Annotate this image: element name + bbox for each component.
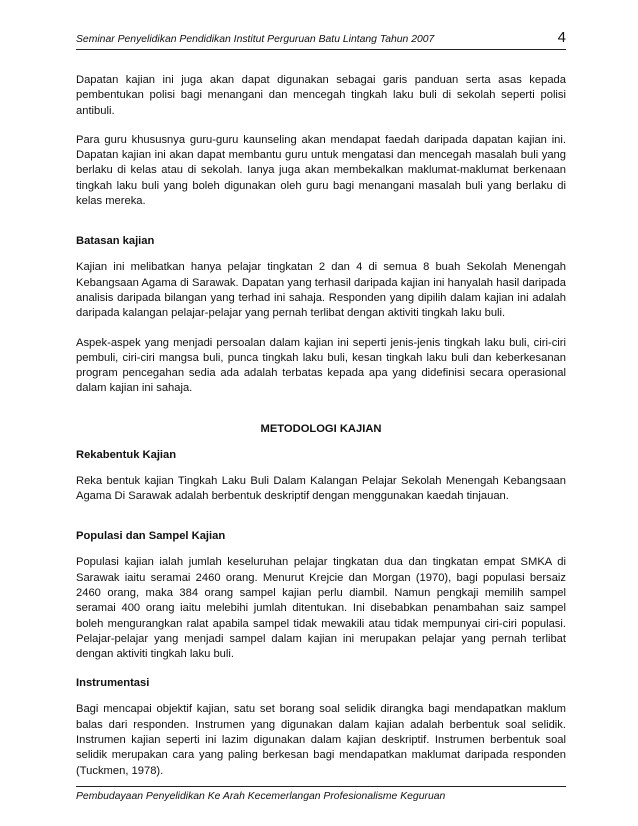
page-number: 4: [557, 29, 566, 46]
page-footer: Pembudayaan Penyelidikan Ke Arah Kecemerlangan Profesionalisme Keguruan: [76, 786, 566, 802]
header-title: Seminar Penyelidikan Pendidikan Institut Perguruan Batu Lintang Tahun 2007: [76, 34, 435, 45]
metodologi-heading: METODOLOGI KAJIAN: [260, 422, 382, 435]
batasan-paragraph-2: Aspek-aspek yang menjadi persoalan dalam kajian ini seperti jenis-jenis tingkah laku buli, ciri-ciri pembuli, ciri-ciri mangsa buli, punca tingkah laku buli, kesan tingkah laku buli dan keberkesanan program pencegahan sedia ada adalah terbatas kepada apa yang didefinisi secara operasional dalam kajian ini sahaja.: [76, 336, 566, 395]
populasi-paragraph: Populasi kajian ialah jumlah keseluruhan pelajar tingkatan dua dan tingkatan empat SMKA di Sarawak iaitu seramai 2460 orang. Menurut Krejcie dan Morgan (1970), bagi populasi bersaiz 2460 orang, maka 384 orang sampel kajian perlu diambil. Namun pengkaji memilih sampel seramai 400 orang iaitu melebihi jumlah ditentukan. Ini disebabkan penambahan saiz sampel boleh mengurangkan ralat apabila sampel tidak mewakili atau tidak mempunyai ciri-ciri populasi. Pelajar-pelajar yang menjadi sampel dalam kajian ini merupakan pelajar yang pernah terlibat dengan aktiviti tingkah laku buli.: [76, 556, 566, 661]
batasan-paragraph-1: Kajian ini melibatkan hanya pelajar tingkatan 2 dan 4 di semua 8 buah Sekolah Menengah Kebangsaan Agama di Sarawak. Dapatan yang terhasil daripada kajian ini hanyalah hasil daripada analisis daripada bilangan yang terhad ini sahaja. Responden yang dipilih dalam kajian ini adalah daripada kalangan pelajar-pelajar yang pernah terlibat dengan aktiviti tingkah laku buli.: [76, 261, 566, 320]
batasan-heading: Batasan kajian: [76, 235, 155, 248]
rekabentuk-paragraph: Reka bentuk kajian Tingkah Laku Buli Dalam Kalangan Pelajar Sekolah Menengah Kebangsaan Agama Di Sarawak adalah berbentuk deskriptif dengan menggunakan kaedah tinjauan.: [76, 474, 566, 503]
instrumentasi-heading: Instrumentasi: [76, 677, 150, 690]
page-header: [76, 30, 566, 50]
page-content: [76, 73, 566, 793]
populasi-heading: Populasi dan Sampel Kajian: [76, 530, 226, 543]
intro-paragraph-2: Para guru khususnya guru-guru kaunseling akan mendapat faedah daripada dapatan kajian ini. Dapatan kajian ini akan dapat membantu guru untuk mengatasi dan mencegah masalah buli yang berlaku di kelas atau di sekolah. Ianya juga akan membekalkan maklumat-maklumat berkenaan tingkah laku buli yang boleh digunakan oleh guru bagi menangani masalah buli yang berlaku di kelas mereka.: [76, 133, 566, 208]
instrumentasi-paragraph: Bagi mencapai objektif kajian, satu set borang soal selidik dirangka bagi mendapatkan maklum balas dari responden. Instrumen yang digunakan dalam kajian adalah berbentuk soal selidik. Instrumen kajian seperti ini lazim digunakan dalam kajian deskriptif. Instrumen berbentuk soal selidik merupakan cara yang paling berkesan bagi mendapatkan maklumat daripada responden (Tuckmen, 1978).: [76, 703, 566, 777]
intro-paragraph-1: Dapatan kajian ini juga akan dapat digunakan sebagai garis panduan serta asas kepada pembentukan polisi bagi menangani dan mencegah tingkah laku buli di sekolah seperti polisi antibuli.: [76, 74, 566, 117]
rekabentuk-heading: Rekabentuk Kajian: [76, 448, 177, 461]
